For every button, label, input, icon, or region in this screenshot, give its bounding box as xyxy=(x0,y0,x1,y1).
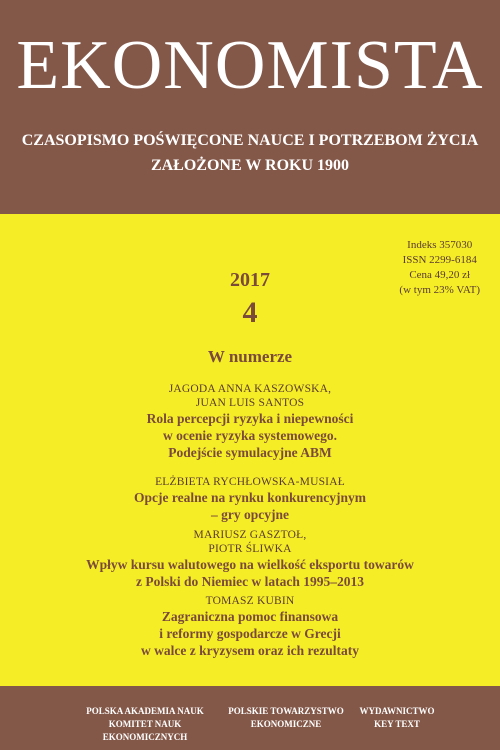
article-title-line: Zagraniczna pomoc finansowa xyxy=(161,609,339,624)
article-title-line: Wpływ kursu walutowego na wielkość eksportu towarów xyxy=(86,557,414,572)
article-title-line: w ocenie ryzyka systemowego. xyxy=(163,428,337,443)
publisher-line: POLSKIE TOWARZYSTWO xyxy=(228,706,344,716)
article-author: ELŻBIETA RYCHŁOWSKA-MUSIAŁ xyxy=(155,476,345,488)
article-4 xyxy=(30,594,470,659)
journal-subtitle-line2: ZAŁOŻONE W ROKU 1900 xyxy=(150,157,350,174)
publisher-keytext xyxy=(352,705,442,731)
article-2 xyxy=(30,475,470,523)
article-3 xyxy=(30,528,470,590)
issue-year: 2017 xyxy=(230,269,270,291)
cover-body xyxy=(0,214,500,686)
article-author: JAGODA ANNA KASZOWSKA, xyxy=(168,383,332,395)
article-author: TOMASZ KUBIN xyxy=(205,595,295,607)
publisher-line: EKONOMICZNE xyxy=(250,719,322,729)
article-author: JUAN LUIS SANTOS xyxy=(195,397,305,409)
article-title-line: Opcje realne na rynku konkurencyjnym xyxy=(133,490,367,505)
vat-note: (w tym 23% VAT) xyxy=(399,284,480,296)
article-title-line: Podejście symulacyjne ABM xyxy=(168,445,332,460)
cover-header xyxy=(0,0,500,214)
issue-number: 4 xyxy=(242,296,258,329)
issn: ISSN 2299-6184 xyxy=(402,254,477,266)
index-number: Indeks 357030 xyxy=(407,239,473,251)
publisher-line: KEY TEXT xyxy=(374,719,420,729)
article-author: PIOTR ŚLIWKA xyxy=(208,543,292,555)
article-title-line: Rola percepcji ryzyka i niepewności xyxy=(146,411,354,426)
article-title-line: w walce z kryzysem oraz ich rezultaty xyxy=(141,643,359,658)
journal-subtitle-line1: CZASOPISMO POŚWIĘCONE NAUCE I POTRZEBOM ŻYCIA xyxy=(21,132,479,149)
journal-title: EKONOMISTA xyxy=(16,27,484,104)
in-issue-heading: W numerze xyxy=(207,347,293,366)
publisher-line: POLSKA AKADEMIA NAUK xyxy=(86,706,204,716)
price: Cena 49,20 zł xyxy=(409,269,471,281)
publisher-pte xyxy=(226,705,346,731)
article-title-line: – gry opcyjne xyxy=(211,507,289,522)
cover-footer xyxy=(0,686,500,750)
article-title-line: z Polski do Niemiec w latach 1995–2013 xyxy=(136,574,364,589)
publisher-line: WYDAWNICTWO xyxy=(359,706,435,716)
article-1 xyxy=(30,382,470,461)
article-author: MARIUSZ GASZTOŁ, xyxy=(193,529,307,541)
article-title-line: i reformy gospodarcze w Grecji xyxy=(159,626,341,641)
publisher-pan xyxy=(70,705,220,744)
publisher-line: KOMITET NAUK EKONOMICZNYCH xyxy=(102,719,188,742)
